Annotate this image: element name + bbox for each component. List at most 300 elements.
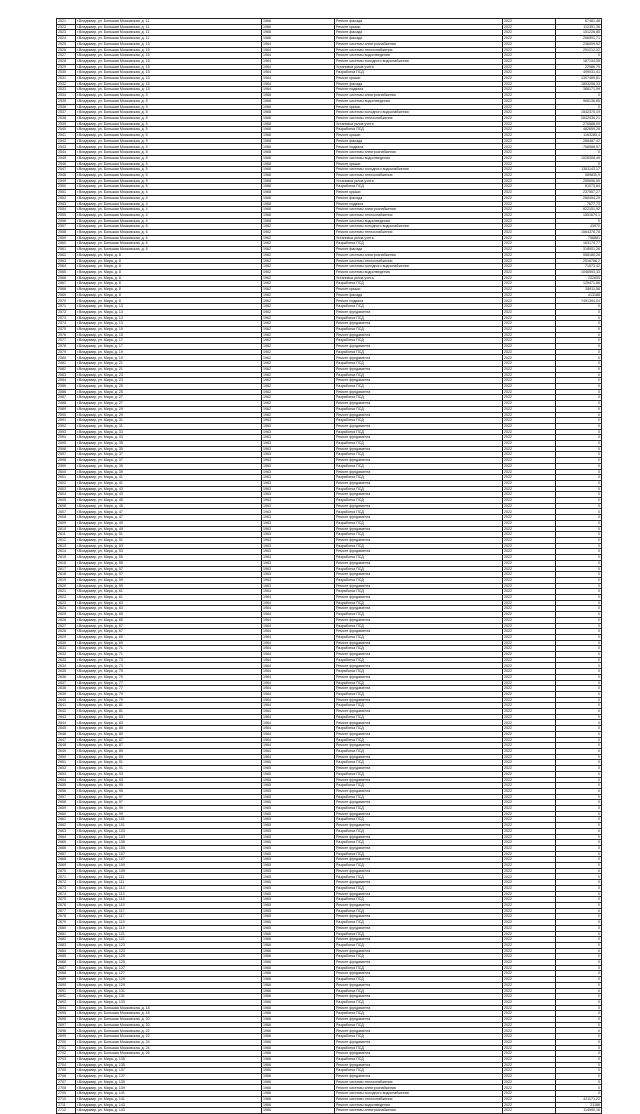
- address-cell: г.Владимир, ул. Мира, д. 23: [76, 372, 262, 378]
- year-cell: 1963: [262, 429, 335, 435]
- work-type-cell: Ремонт фундамента: [335, 503, 503, 509]
- work-type-cell: Ремонт фундамента: [335, 344, 503, 350]
- plan-year-cell: 2022: [503, 543, 556, 549]
- address-cell: г.Владимир, ул. Большая Московская, д. 5: [76, 127, 262, 133]
- year-cell: 1962: [262, 406, 335, 412]
- plan-year-cell: 2022: [503, 634, 556, 640]
- cost-cell: 0: [556, 469, 602, 475]
- work-type-cell: Ремонт фундамента: [335, 549, 503, 555]
- plan-year-cell: 2022: [503, 446, 556, 452]
- address-cell: г.Владимир, ул. Мира, д. 73: [76, 657, 262, 663]
- plan-year-cell: 2022: [503, 532, 556, 538]
- work-type-cell: Ремонт фундамента: [335, 800, 503, 806]
- plan-year-cell: 2022: [503, 30, 556, 36]
- plan-year-cell: 2022: [503, 589, 556, 595]
- work-type-cell: Ремонт системы водоотведения: [335, 218, 503, 224]
- year-cell: 1965: [262, 885, 335, 891]
- work-type-cell: Разработка ПСД: [335, 1022, 503, 1028]
- row-number-cell: 2687: [57, 965, 76, 971]
- address-cell: г.Владимир, ул. Большая Московская, д. 5: [76, 150, 262, 156]
- plan-year-cell: 2022: [503, 423, 556, 429]
- work-type-cell: Разработка ПСД: [335, 463, 503, 469]
- year-cell: 1964: [262, 674, 335, 680]
- row-number-cell: 2603: [57, 486, 76, 492]
- row-number-cell: 2702: [57, 1051, 76, 1057]
- cost-cell: 0: [556, 686, 602, 692]
- plan-year-cell: 2022: [503, 195, 556, 201]
- cost-cell: 0: [556, 486, 602, 492]
- address-cell: г.Владимир, ул. Мира, д. 51: [76, 532, 262, 538]
- row-number-cell: 2674: [57, 891, 76, 897]
- year-cell: 1966: [262, 999, 335, 1005]
- row-number-cell: 2662: [57, 823, 76, 829]
- address-cell: г.Владимир, ул. Мира, д. 8: [76, 287, 262, 293]
- row-number-cell: 2598: [57, 458, 76, 464]
- cost-cell: 0: [556, 777, 602, 783]
- address-cell: г.Владимир, ул. Мира, д. 109: [76, 868, 262, 874]
- row-number-cell: 2582: [57, 366, 76, 372]
- address-cell: г.Владимир, ул. Мира, д. 141: [76, 1091, 262, 1097]
- address-cell: г.Владимир, ул. Мира, д. 75: [76, 669, 262, 675]
- work-type-cell: Ремонт системы водоотведения: [335, 1102, 503, 1108]
- row-number-cell: 2585: [57, 384, 76, 390]
- year-cell: 1964: [262, 737, 335, 743]
- work-type-cell: Ремонт фундамента: [335, 537, 503, 543]
- row-number-cell: 2638: [57, 686, 76, 692]
- year-cell: 1968: [262, 93, 335, 99]
- plan-year-cell: 2022: [503, 760, 556, 766]
- address-cell: г.Владимир, ул. Мира, д. 123: [76, 942, 262, 948]
- work-type-cell: Ремонт фундамента: [335, 834, 503, 840]
- plan-year-cell: 2022: [503, 794, 556, 800]
- cost-cell: 968136,85: [556, 98, 602, 104]
- work-type-cell: Ремонт фасада: [335, 30, 503, 36]
- plan-year-cell: 2022: [503, 304, 556, 310]
- plan-year-cell: 2022: [503, 81, 556, 87]
- row-number-cell: 2692: [57, 994, 76, 1000]
- address-cell: г.Владимир, ул. Мира, д. 49: [76, 526, 262, 532]
- address-cell: г.Владимир, ул. Мира, д. 117: [76, 908, 262, 914]
- work-type-cell: Разработка ПСД: [335, 874, 503, 880]
- cost-cell: 43970: [556, 224, 602, 230]
- address-cell: г.Владимир, ул. Мира, д. 101: [76, 817, 262, 823]
- work-type-cell: Ремонт фундамента: [335, 629, 503, 635]
- plan-year-cell: 2022: [503, 526, 556, 532]
- row-number-cell: 2575: [57, 326, 76, 332]
- row-number-cell: 2690: [57, 982, 76, 988]
- year-cell: 1964: [262, 720, 335, 726]
- plan-year-cell: 2022: [503, 1062, 556, 1068]
- work-type-cell: Ремонт крыши: [335, 104, 503, 110]
- plan-year-cell: 2022: [503, 463, 556, 469]
- address-cell: г.Владимир, ул. Мира, д. 31: [76, 423, 262, 429]
- plan-year-cell: 2022: [503, 885, 556, 891]
- plan-year-cell: 2022: [503, 868, 556, 874]
- work-type-cell: Разработка ПСД: [335, 520, 503, 526]
- row-number-cell: 2530: [57, 70, 76, 76]
- plan-year-cell: 2022: [503, 93, 556, 99]
- cost-cell: 0: [556, 315, 602, 321]
- plan-year-cell: 2022: [503, 366, 556, 372]
- work-type-cell: Разработка ПСД: [335, 127, 503, 133]
- plan-year-cell: 2022: [503, 948, 556, 954]
- year-cell: 1968: [262, 172, 335, 178]
- work-type-cell: Разработка ПСД: [335, 714, 503, 720]
- cost-cell: 0: [556, 435, 602, 441]
- address-cell: г.Владимир, ул. Большая Московская, д. 11: [76, 24, 262, 30]
- row-number-cell: 2705: [57, 1068, 76, 1074]
- year-cell: 1966: [262, 988, 335, 994]
- work-type-cell: Разработка ПСД: [335, 1056, 503, 1062]
- work-type-cell: Разработка ПСД: [335, 612, 503, 618]
- address-cell: г.Владимир, ул. Мира, д. 73: [76, 663, 262, 669]
- work-type-cell: Ремонт фундамента: [335, 401, 503, 407]
- plan-year-cell: 2022: [503, 982, 556, 988]
- plan-year-cell: 2022: [503, 749, 556, 755]
- year-cell: 1966: [262, 977, 335, 983]
- work-type-cell: Разработка ПСД: [335, 851, 503, 857]
- address-cell: г.Владимир, ул. Мира, д. 119: [76, 925, 262, 931]
- address-cell: г.Владимир, ул. Большая Московская, д. 15: [76, 47, 262, 53]
- address-cell: г.Владимир, ул. Большая Московская, д. 5: [76, 155, 262, 161]
- plan-year-cell: 2022: [503, 332, 556, 338]
- plan-year-cell: 2022: [503, 937, 556, 943]
- work-type-cell: Ремонт фундамента: [335, 332, 503, 338]
- address-cell: г.Владимир, ул. Мира, д. 51: [76, 537, 262, 543]
- address-cell: г.Владимир, ул. Мира, д. 35: [76, 446, 262, 452]
- plan-year-cell: 2022: [503, 731, 556, 737]
- row-number-cell: 2600: [57, 469, 76, 475]
- cost-cell: 0: [556, 423, 602, 429]
- work-type-cell: Ремонт системы холодного водоснабжения: [335, 167, 503, 173]
- address-cell: г.Владимир, ул. Большая Московская, д. 5: [76, 133, 262, 139]
- row-number-cell: 2671: [57, 874, 76, 880]
- plan-year-cell: 2022: [503, 1056, 556, 1062]
- address-cell: г.Владимир, ул. Мира, д. 15: [76, 332, 262, 338]
- cost-cell: 0: [556, 823, 602, 829]
- work-type-cell: Ремонт фундамента: [335, 321, 503, 327]
- work-type-cell: Ремонт фундамента: [335, 971, 503, 977]
- year-cell: 1965: [262, 857, 335, 863]
- cost-cell: 0: [556, 93, 602, 99]
- work-type-cell: Ремонт фундамента: [335, 720, 503, 726]
- address-cell: г.Владимир, ул. Мира, д. 135: [76, 1062, 262, 1068]
- row-number-cell: 2617: [57, 566, 76, 572]
- work-type-cell: Ремонт фасада: [335, 81, 503, 87]
- address-cell: г.Владимир, ул. Мира, д. 123: [76, 948, 262, 954]
- row-number-cell: 2685: [57, 954, 76, 960]
- cost-cell: 0: [556, 811, 602, 817]
- cost-cell: 0: [556, 372, 602, 378]
- cost-cell: 151226,85: [556, 30, 602, 36]
- cost-cell: 0: [556, 441, 602, 447]
- address-cell: г.Владимир, ул. Мира, д. 8: [76, 298, 262, 304]
- row-number-cell: 2668: [57, 857, 76, 863]
- year-cell: 1964: [262, 81, 335, 87]
- work-type-cell: Установка узлов учета: [335, 178, 503, 184]
- plan-year-cell: 2022: [503, 190, 556, 196]
- address-cell: г.Владимир, ул. Мира, д. 83: [76, 714, 262, 720]
- row-number-cell: 2689: [57, 977, 76, 983]
- cost-cell: 0: [556, 1022, 602, 1028]
- address-cell: г.Владимир, ул. Мира, д. 47: [76, 509, 262, 515]
- row-number-cell: 2606: [57, 503, 76, 509]
- plan-year-cell: 2022: [503, 389, 556, 395]
- work-type-cell: Установка узлов учета: [335, 275, 503, 281]
- row-number-cell: 2709: [57, 1091, 76, 1097]
- year-cell: 1968: [262, 155, 335, 161]
- cost-cell: 0: [556, 612, 602, 618]
- plan-year-cell: 2022: [503, 549, 556, 555]
- work-type-cell: Ремонт фундамента: [335, 1039, 503, 1045]
- cost-cell: 81073,84: [556, 184, 602, 190]
- cost-cell: 0: [556, 914, 602, 920]
- cost-cell: 0: [556, 1091, 602, 1097]
- plan-year-cell: 2022: [503, 1028, 556, 1034]
- row-number-cell: 2576: [57, 332, 76, 338]
- plan-year-cell: 2022: [503, 515, 556, 521]
- address-cell: г.Владимир, ул. Мира, д. 111: [76, 880, 262, 886]
- year-cell: 1962: [262, 366, 335, 372]
- address-cell: г.Владимир, ул. Мира, д. 99: [76, 806, 262, 812]
- plan-year-cell: 2022: [503, 806, 556, 812]
- row-number-cell: 2577: [57, 338, 76, 344]
- year-cell: 1964: [262, 657, 335, 663]
- cost-cell: 0: [556, 857, 602, 863]
- cost-cell: 0: [556, 629, 602, 635]
- year-cell: 1964: [262, 87, 335, 93]
- plan-year-cell: 2022: [503, 583, 556, 589]
- cost-cell: 0: [556, 960, 602, 966]
- cost-cell: 0: [556, 492, 602, 498]
- plan-year-cell: 2022: [503, 247, 556, 253]
- address-cell: г.Владимир, ул. Мира, д. 69: [76, 640, 262, 646]
- cost-cell: 0: [556, 480, 602, 486]
- work-type-cell: Ремонт фундамента: [335, 1074, 503, 1080]
- address-cell: г.Владимир, ул. Мира, д. 8: [76, 258, 262, 264]
- cost-cell: 0: [556, 897, 602, 903]
- address-cell: г.Владимир, ул. Мира, д. 19: [76, 355, 262, 361]
- plan-year-cell: 2022: [503, 252, 556, 258]
- work-type-cell: Установка узлов учета: [335, 235, 503, 241]
- cost-cell: 0: [556, 349, 602, 355]
- year-cell: 1965: [262, 823, 335, 829]
- year-cell: 1966: [262, 19, 335, 25]
- work-type-cell: Разработка ПСД: [335, 384, 503, 390]
- plan-year-cell: 2022: [503, 629, 556, 635]
- row-number-cell: 2593: [57, 429, 76, 435]
- cost-cell: 822151,92: [556, 207, 602, 213]
- cost-cell: 0: [556, 999, 602, 1005]
- address-cell: г.Владимир, ул. Мира, д. 93: [76, 771, 262, 777]
- address-cell: г.Владимир, ул. Большая Московская, д. 18: [76, 1005, 262, 1011]
- plan-year-cell: 2022: [503, 783, 556, 789]
- row-number-cell: 2655: [57, 783, 76, 789]
- address-cell: г.Владимир, ул. Мира, д. 41: [76, 475, 262, 481]
- work-type-cell: Разработка ПСД: [335, 315, 503, 321]
- cost-cell: 1853258,33: [556, 81, 602, 87]
- address-cell: г.Владимир, ул. Мира, д. 115: [76, 897, 262, 903]
- work-type-cell: Ремонт крыши: [335, 287, 503, 293]
- year-cell: 1965: [262, 783, 335, 789]
- plan-year-cell: 2022: [503, 691, 556, 697]
- address-cell: г.Владимир, ул. Большая Московская, д. 15: [76, 53, 262, 59]
- cost-cell: 0: [556, 509, 602, 515]
- plan-year-cell: 2022: [503, 777, 556, 783]
- address-cell: г.Владимир, ул. Мира, д. 45: [76, 503, 262, 509]
- address-cell: г.Владимир, ул. Большая Московская, д. 18: [76, 1011, 262, 1017]
- address-cell: г.Владимир, ул. Мира, д. 21: [76, 366, 262, 372]
- cost-cell: 0: [556, 326, 602, 332]
- year-cell: 1963: [262, 503, 335, 509]
- plan-year-cell: 2022: [503, 207, 556, 213]
- address-cell: г.Владимир, ул. Мира, д. 15: [76, 326, 262, 332]
- year-cell: 1966: [262, 24, 335, 30]
- year-cell: 1962: [262, 292, 335, 298]
- year-cell: 1965: [262, 760, 335, 766]
- work-type-cell: Ремонт фасада: [335, 247, 503, 253]
- row-number-cell: 2699: [57, 1034, 76, 1040]
- plan-year-cell: 2022: [503, 361, 556, 367]
- cost-cell: 0: [556, 840, 602, 846]
- cost-cell: 0: [556, 783, 602, 789]
- cost-cell: 0: [556, 332, 602, 338]
- year-cell: 1964: [262, 691, 335, 697]
- row-number-cell: 2631: [57, 646, 76, 652]
- plan-year-cell: 2022: [503, 1108, 556, 1114]
- row-number-cell: 2559: [57, 235, 76, 241]
- work-type-cell: Ремонт фундамента: [335, 880, 503, 886]
- cost-cell: 0: [556, 389, 602, 395]
- work-type-cell: Разработка ПСД: [335, 954, 503, 960]
- cost-cell: 0: [556, 754, 602, 760]
- plan-year-cell: 2022: [503, 800, 556, 806]
- year-cell: 1966: [262, 1074, 335, 1080]
- year-cell: 1964: [262, 600, 335, 606]
- plan-year-cell: 2022: [503, 475, 556, 481]
- address-cell: г.Владимир, ул. Мира, д. 55: [76, 555, 262, 561]
- row-number-cell: 2613: [57, 543, 76, 549]
- cost-cell: 0: [556, 1045, 602, 1051]
- plan-year-cell: 2022: [503, 606, 556, 612]
- work-type-cell: Ремонт фундамента: [335, 515, 503, 521]
- plan-year-cell: 2022: [503, 349, 556, 355]
- work-type-cell: Ремонт системы холодного водоснабжения: [335, 1091, 503, 1097]
- work-type-cell: Ремонт фундамента: [335, 412, 503, 418]
- work-type-cell: Ремонт крыши: [335, 133, 503, 139]
- plan-year-cell: 2022: [503, 863, 556, 869]
- plan-year-cell: 2022: [503, 674, 556, 680]
- plan-year-cell: 2022: [503, 161, 556, 167]
- plan-year-cell: 2022: [503, 70, 556, 76]
- plan-year-cell: 2022: [503, 560, 556, 566]
- year-cell: 1964: [262, 640, 335, 646]
- works-table: [56, 18, 602, 1114]
- cost-cell: 421171,22: [556, 1096, 602, 1102]
- row-number-cell: 2618: [57, 572, 76, 578]
- row-number-cell: 2677: [57, 908, 76, 914]
- work-type-cell: Ремонт фундамента: [335, 378, 503, 384]
- row-number-cell: 2642: [57, 709, 76, 715]
- cost-cell: 2842036,21: [556, 115, 602, 121]
- plan-year-cell: 2022: [503, 172, 556, 178]
- table-row: [57, 1108, 602, 1114]
- row-number-cell: 2590: [57, 412, 76, 418]
- cost-cell: 0: [556, 555, 602, 561]
- row-number-cell: 2523: [57, 30, 76, 36]
- cost-cell: 7491394,04: [556, 298, 602, 304]
- cost-cell: 1026308,49: [556, 155, 602, 161]
- plan-year-cell: 2022: [503, 891, 556, 897]
- row-number-cell: 2549: [57, 178, 76, 184]
- plan-year-cell: 2022: [503, 264, 556, 270]
- row-number-cell: 2536: [57, 104, 76, 110]
- plan-year-cell: 2022: [503, 754, 556, 760]
- year-cell: 1963: [262, 480, 335, 486]
- year-cell: 1966: [262, 1068, 335, 1074]
- year-cell: 1965: [262, 908, 335, 914]
- address-cell: г.Владимир, ул. Мира, д. 39: [76, 469, 262, 475]
- year-cell: 1965: [262, 914, 335, 920]
- work-type-cell: Ремонт фундамента: [335, 1028, 503, 1034]
- year-cell: 1963: [262, 458, 335, 464]
- address-cell: г.Владимир, ул. Большая Московская, д. 4: [76, 212, 262, 218]
- address-cell: г.Владимир, ул. Мира, д. 139: [76, 1085, 262, 1091]
- address-cell: г.Владимир, ул. Мира, д. 17: [76, 338, 262, 344]
- plan-year-cell: 2022: [503, 452, 556, 458]
- year-cell: 1966: [262, 1091, 335, 1097]
- cost-cell: 0: [556, 731, 602, 737]
- plan-year-cell: 2022: [503, 680, 556, 686]
- year-cell: 1966: [262, 1085, 335, 1091]
- row-number-cell: 2658: [57, 800, 76, 806]
- address-cell: г.Владимир, ул. Мира, д. 29: [76, 406, 262, 412]
- cost-cell: 0: [556, 737, 602, 743]
- plan-year-cell: 2022: [503, 1068, 556, 1074]
- year-cell: 1963: [262, 418, 335, 424]
- row-number-cell: 2626: [57, 617, 76, 623]
- work-type-cell: Ремонт системы теплоснабжения: [335, 172, 503, 178]
- work-type-cell: Ремонт системы холодного водоснабжения: [335, 58, 503, 64]
- year-cell: 1964: [262, 703, 335, 709]
- plan-year-cell: 2022: [503, 269, 556, 275]
- row-number-cell: 2596: [57, 446, 76, 452]
- cost-cell: 0: [556, 971, 602, 977]
- plan-year-cell: 2022: [503, 845, 556, 851]
- cost-cell: 0: [556, 1085, 602, 1091]
- row-number-cell: 2529: [57, 64, 76, 70]
- address-cell: г.Владимир, ул. Мира, д. 17: [76, 344, 262, 350]
- address-cell: г.Владимир, ул. Мира, д. 133: [76, 999, 262, 1005]
- cost-cell: 0: [556, 560, 602, 566]
- address-cell: г.Владимир, ул. Мира, д. 8: [76, 264, 262, 270]
- row-number-cell: 2594: [57, 435, 76, 441]
- year-cell: 1962: [262, 395, 335, 401]
- cost-cell: 0: [556, 1034, 602, 1040]
- work-type-cell: Ремонт фасада: [335, 138, 503, 144]
- year-cell: 1962: [262, 304, 335, 310]
- plan-year-cell: 2022: [503, 338, 556, 344]
- cost-cell: 0: [556, 475, 602, 481]
- work-type-cell: Разработка ПСД: [335, 600, 503, 606]
- address-cell: г.Владимир, ул. Большая Московская, д. 4: [76, 207, 262, 213]
- year-cell: 1966: [262, 931, 335, 937]
- work-type-cell: Ремонт подвала: [335, 87, 503, 93]
- plan-year-cell: 2022: [503, 406, 556, 412]
- year-cell: 1966: [262, 1028, 335, 1034]
- row-number-cell: 2665: [57, 840, 76, 846]
- plan-year-cell: 2022: [503, 880, 556, 886]
